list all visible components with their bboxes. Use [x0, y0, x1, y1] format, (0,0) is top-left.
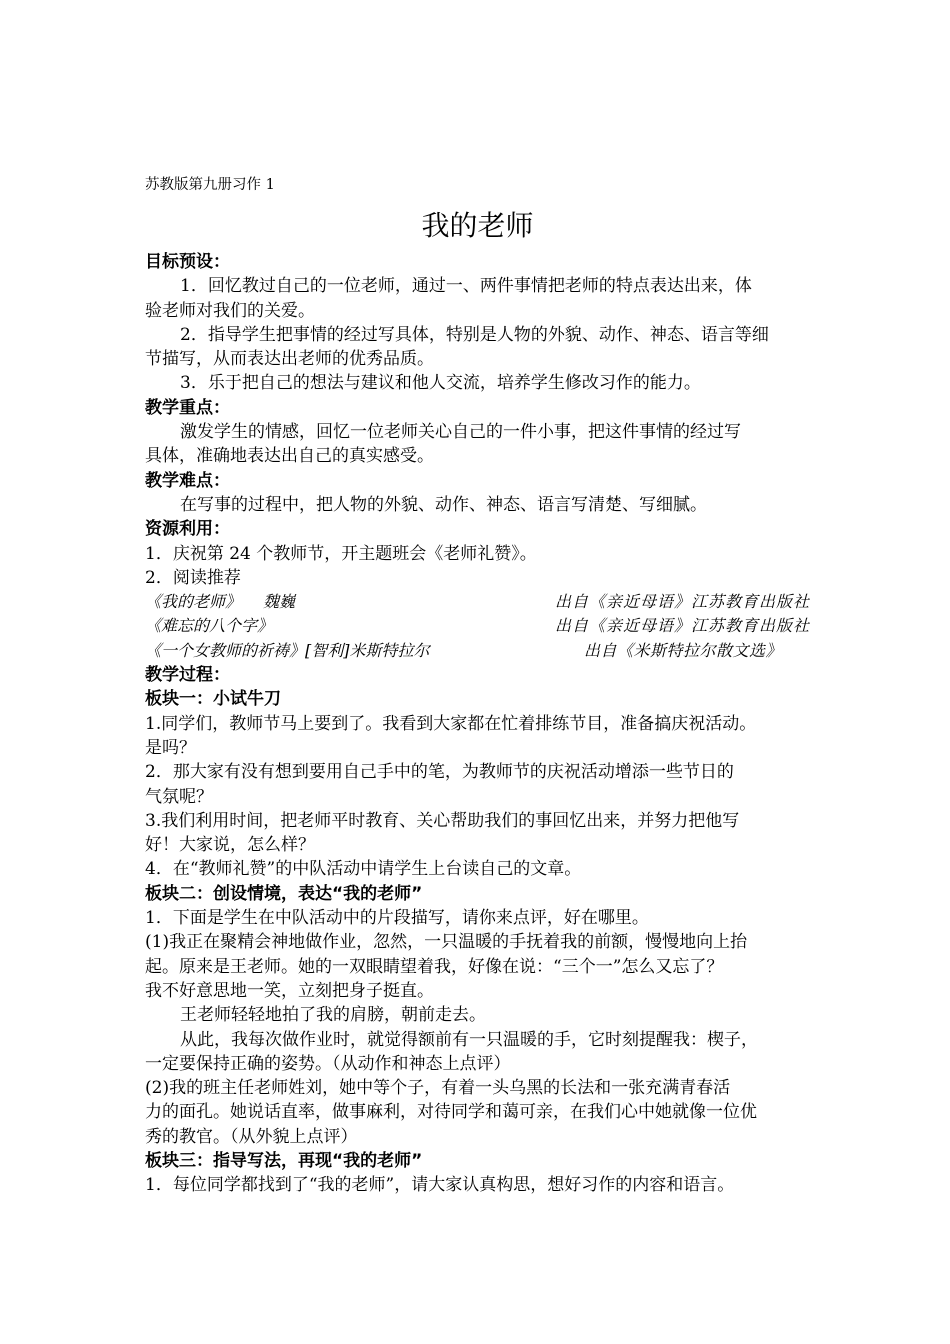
reading-row — [145, 614, 810, 638]
block-1-step-3-line-1: 3.我们利用时间，把老师平时教育、关心帮助我们的事回忆出来，并努力把他写 — [145, 810, 740, 831]
document-subtitle: 苏教版第九册习作 1 — [145, 177, 275, 193]
process-heading: 教学过程： — [145, 665, 230, 686]
document-title: 我的老师 — [421, 209, 534, 242]
reading-source: 出自《米斯特拉尔散文选》 — [583, 640, 782, 660]
block-2-passage-1-line-5: 从此，我每次做作业时，就觉得额前有一只温暖的手，它时刻提醒我：楔子， — [180, 1029, 758, 1050]
block-3-step-1: 1．每位同学都找到了“我的老师”，请大家认真构思，想好习作的内容和语言。 — [145, 1175, 735, 1196]
block-1-step-1-line-1: 1.同学们，教师节马上要到了。我看到大家都在忙着排练节目，准备搞庆祝活动。 — [145, 713, 757, 734]
key-points-line-1: 激发学生的情感，回忆一位老师关心自己的一件小事，把这件事情的经过写 — [180, 422, 741, 443]
block-1-step-2-line-2: 气氛呢？ — [145, 786, 213, 807]
block-1-heading: 板块一：小试牛刀 — [145, 689, 281, 710]
goal-3-line-1: 3．乐于把自己的想法与建议和他人交流，培养学生修改习作的能力。 — [180, 373, 701, 394]
reading-title: 《我的老师》 — [145, 592, 242, 612]
block-2-passage-2-line-1: (2)我的班主任老师姓刘，她中等个子，有着一头乌黑的长法和一张充满青春活 — [145, 1078, 731, 1099]
goal-1-line-2: 验老师对我们的关爱。 — [145, 300, 315, 321]
block-2-passage-1-line-2: 起。原来是王老师。她的一双眼睛望着我，好像在说：“三个一”怎么又忘了？ — [145, 956, 724, 977]
reading-title: 《难忘的八个字》 — [145, 616, 274, 636]
block-1-step-1-line-2: 是吗？ — [145, 737, 196, 758]
block-2-passage-2-line-3: 秀的教官。（从外貌上点评） — [145, 1126, 358, 1147]
reading-source: 出自《亲近母语》江苏教育出版社 — [554, 592, 810, 612]
difficulties-heading: 教学难点： — [145, 470, 230, 491]
key-points-heading: 教学重点： — [145, 397, 230, 418]
reading-row — [145, 639, 810, 663]
goal-1-line-1: 1．回忆教过自己的一位老师，通过一、两件事情把老师的特点表达出来，体 — [180, 276, 752, 297]
goal-2-line-1: 2．指导学生把事情的经过写具体，特别是人物的外貌、动作、神态、语言等细 — [180, 324, 769, 345]
goal-2-line-2: 节描写，从而表达出老师的优秀品质。 — [145, 349, 434, 370]
block-2-passage-2-line-2: 力的面孔。她说话直率，做事麻利，对待同学和蔼可亲，在我们心中她就像一位优 — [145, 1102, 757, 1123]
key-points-line-2: 具体，准确地表达出自己的真实感受。 — [145, 446, 434, 467]
block-2-heading: 板块二：创设情境，表达“我的老师” — [145, 883, 423, 904]
block-2-passage-1-line-3: 我不好意思地一笑，立刻把身子挺直。 — [145, 980, 434, 1001]
block-2-passage-1-line-1: (1)我正在聚精会神地做作业，忽然，一只温暖的手抚着我的前额，慢慢地向上抬 — [145, 932, 748, 953]
block-1-step-4: 4．在“教师礼赞”的中队活动中请学生上台读自己的文章。 — [145, 859, 582, 880]
goals-heading: 目标预设： — [145, 252, 230, 272]
resources-heading: 资源利用： — [145, 519, 230, 540]
reading-source: 出自《亲近母语》江苏教育出版社 — [554, 616, 810, 636]
block-2-passage-1-line-6: 一定要保持正确的姿势。（从动作和神态上点评） — [145, 1053, 511, 1074]
document-body — [145, 174, 810, 1198]
block-2-intro: 1．下面是学生在中队活动中的片段描写，请你来点评，好在哪里。 — [145, 908, 649, 929]
block-3-heading: 板块三：指导写法，再现“我的老师” — [145, 1150, 423, 1171]
reading-author: 魏巍 — [263, 592, 296, 612]
resources-item-1: 1．庆祝第 24 个教师节，开主题班会《老师礼赞》。 — [145, 543, 537, 564]
reading-title: 《一个女教师的祈祷》[智利]米斯特拉尔 — [145, 640, 430, 660]
reading-row — [145, 590, 810, 614]
block-1-step-3-line-2: 好！大家说，怎么样？ — [145, 835, 315, 856]
block-1-step-2-line-1: 2．那大家有没有想到要用自己手中的笔，为教师节的庆祝活动增添一些节日的 — [145, 762, 734, 783]
difficulties-line-1: 在写事的过程中，把人物的外貌、动作、神态、语言写清楚、写细腻。 — [180, 494, 707, 515]
resources-item-2: 2．阅读推荐 — [145, 567, 241, 588]
block-2-passage-1-line-4: 王老师轻轻地拍了我的肩膀，朝前走去。 — [180, 1005, 486, 1026]
